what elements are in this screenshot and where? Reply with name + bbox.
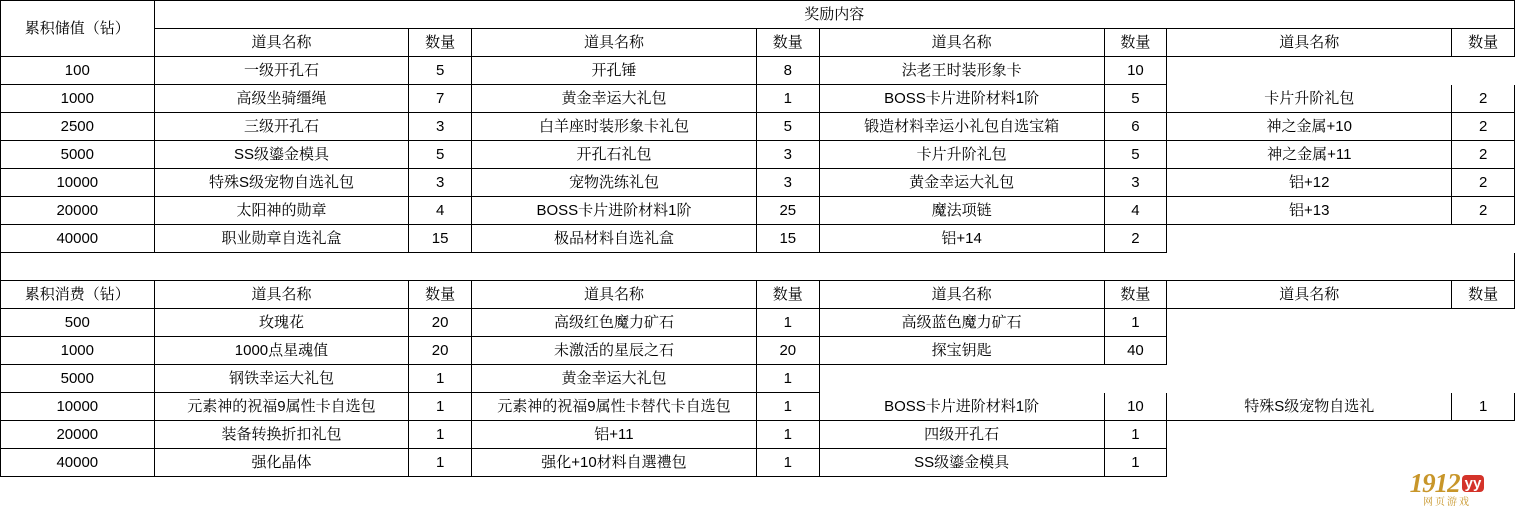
item-qty-cell: 10 (1104, 57, 1167, 85)
item-name-cell: BOSS卡片进阶材料1阶 (819, 85, 1104, 113)
row-threshold: 5000 (1, 141, 155, 169)
item-qty-cell (1452, 225, 1515, 253)
item-name-cell: 魔法项链 (819, 197, 1104, 225)
item-name-cell: 装备转换折扣礼包 (154, 421, 409, 449)
item-qty-cell: 20 (409, 309, 472, 337)
item-name-cell: 未激活的星辰之石 (471, 337, 756, 365)
item-qty-cell: 3 (409, 113, 472, 141)
column-header-1: 数量 (409, 281, 472, 309)
item-qty-cell: 10 (1104, 393, 1167, 421)
item-name-cell (1167, 365, 1452, 393)
row-threshold: 10000 (1, 393, 155, 421)
section-spacer (1, 253, 1515, 281)
column-header-5: 数量 (1104, 281, 1167, 309)
column-header-0: 道具名称 (154, 29, 409, 57)
item-qty-cell: 1 (1104, 449, 1167, 477)
column-header-7: 数量 (1452, 281, 1515, 309)
item-name-cell (1167, 309, 1452, 337)
item-qty-cell: 2 (1452, 197, 1515, 225)
item-qty-cell: 15 (756, 225, 819, 253)
item-name-cell: SS级鎏金模具 (154, 141, 409, 169)
item-name-cell: BOSS卡片进阶材料1阶 (471, 197, 756, 225)
item-qty-cell: 40 (1104, 337, 1167, 365)
item-name-cell (1167, 337, 1452, 365)
column-header-5: 数量 (1104, 29, 1167, 57)
item-qty-cell: 3 (1104, 169, 1167, 197)
item-qty-cell: 15 (409, 225, 472, 253)
banner-title: 奖励内容 (154, 1, 1514, 29)
item-name-cell: 黄金幸运大礼包 (819, 169, 1104, 197)
row-threshold: 20000 (1, 421, 155, 449)
item-qty-cell: 8 (756, 57, 819, 85)
item-qty-cell: 5 (409, 141, 472, 169)
table-row (1, 113, 1515, 141)
row-threshold: 500 (1, 309, 155, 337)
item-qty-cell: 1 (756, 309, 819, 337)
table-body (1, 1, 1515, 477)
item-qty-cell: 20 (756, 337, 819, 365)
column-header-3: 数量 (756, 29, 819, 57)
row-threshold: 40000 (1, 225, 155, 253)
item-name-cell: 铝+11 (471, 421, 756, 449)
table-row (1, 225, 1515, 253)
column-header-row (1, 29, 1515, 57)
item-qty-cell (1452, 337, 1515, 365)
item-name-cell: 锻造材料幸运小礼包自选宝箱 (819, 113, 1104, 141)
item-qty-cell (1452, 365, 1515, 393)
item-qty-cell: 2 (1452, 113, 1515, 141)
table-row (1, 309, 1515, 337)
column-header-2: 道具名称 (471, 281, 756, 309)
item-qty-cell: 2 (1452, 85, 1515, 113)
item-name-cell (819, 365, 1104, 393)
spacer-cell (1, 253, 1515, 281)
item-qty-cell: 1 (756, 421, 819, 449)
column-header-0: 道具名称 (154, 281, 409, 309)
item-name-cell: 铝+14 (819, 225, 1104, 253)
item-qty-cell (1104, 365, 1167, 393)
item-name-cell: 四级开孔石 (819, 421, 1104, 449)
item-qty-cell: 1 (756, 365, 819, 393)
table-row (1, 141, 1515, 169)
item-name-cell: 1000点星魂值 (154, 337, 409, 365)
item-qty-cell: 1 (756, 85, 819, 113)
item-qty-cell: 2 (1452, 169, 1515, 197)
item-qty-cell (1452, 57, 1515, 85)
item-name-cell: 黄金幸运大礼包 (471, 365, 756, 393)
table-row (1, 365, 1515, 393)
row-threshold: 20000 (1, 197, 155, 225)
item-qty-cell: 1 (1104, 421, 1167, 449)
column-header-row (1, 281, 1515, 309)
item-qty-cell: 20 (409, 337, 472, 365)
item-name-cell: 强化+10材料自選禮包 (471, 449, 756, 477)
item-name-cell: SS级鎏金模具 (819, 449, 1104, 477)
item-qty-cell (1452, 449, 1515, 477)
column-header-6: 道具名称 (1167, 29, 1452, 57)
item-qty-cell: 1 (1452, 393, 1515, 421)
item-name-cell (1167, 57, 1452, 85)
watermark-subtitle: 网页游戏 (1423, 497, 1471, 508)
item-name-cell: 卡片升阶礼包 (1167, 85, 1452, 113)
item-name-cell: 特殊S级宠物自选礼包 (154, 169, 409, 197)
item-name-cell: 高级坐骑缰绳 (154, 85, 409, 113)
watermark-tag: yy (1462, 475, 1485, 492)
row-threshold: 1000 (1, 337, 155, 365)
item-name-cell: 一级开孔石 (154, 57, 409, 85)
item-name-cell: 三级开孔石 (154, 113, 409, 141)
row-threshold: 10000 (1, 169, 155, 197)
item-name-cell: 铝+13 (1167, 197, 1452, 225)
item-qty-cell: 1 (1104, 309, 1167, 337)
column-header-6: 道具名称 (1167, 281, 1452, 309)
table-row (1, 337, 1515, 365)
table-row (1, 57, 1515, 85)
column-header-4: 道具名称 (819, 281, 1104, 309)
item-name-cell: 特殊S级宠物自选礼 (1167, 393, 1452, 421)
item-qty-cell: 3 (756, 141, 819, 169)
item-qty-cell: 2 (1452, 141, 1515, 169)
item-qty-cell: 3 (409, 169, 472, 197)
table-row (1, 85, 1515, 113)
item-name-cell: BOSS卡片进阶材料1阶 (819, 393, 1104, 421)
column-header-4: 道具名称 (819, 29, 1104, 57)
item-name-cell: 探宝钥匙 (819, 337, 1104, 365)
item-qty-cell: 3 (756, 169, 819, 197)
section-corner-label: 累积储值（钻） (1, 1, 155, 57)
banner-row (1, 1, 1515, 29)
item-name-cell: 神之金属+10 (1167, 113, 1452, 141)
item-name-cell: 白羊座时装形象卡礼包 (471, 113, 756, 141)
item-qty-cell: 1 (409, 365, 472, 393)
row-threshold: 5000 (1, 365, 155, 393)
item-qty-cell: 4 (409, 197, 472, 225)
item-qty-cell: 25 (756, 197, 819, 225)
item-name-cell (1167, 225, 1452, 253)
row-threshold: 1000 (1, 85, 155, 113)
column-header-3: 数量 (756, 281, 819, 309)
item-name-cell: 宠物洗练礼包 (471, 169, 756, 197)
item-qty-cell: 6 (1104, 113, 1167, 141)
table-row (1, 169, 1515, 197)
item-name-cell: 高级蓝色魔力矿石 (819, 309, 1104, 337)
item-qty-cell (1452, 309, 1515, 337)
row-threshold: 100 (1, 57, 155, 85)
item-name-cell: 黄金幸运大礼包 (471, 85, 756, 113)
item-qty-cell: 4 (1104, 197, 1167, 225)
table-row (1, 393, 1515, 421)
item-name-cell: 高级红色魔力矿石 (471, 309, 756, 337)
item-qty-cell: 7 (409, 85, 472, 113)
item-name-cell: 铝+12 (1167, 169, 1452, 197)
item-name-cell: 元素神的祝福9属性卡替代卡自选包 (471, 393, 756, 421)
item-name-cell: 太阳神的勋章 (154, 197, 409, 225)
item-qty-cell (1452, 421, 1515, 449)
column-header-1: 数量 (409, 29, 472, 57)
column-header-2: 道具名称 (471, 29, 756, 57)
table-row (1, 421, 1515, 449)
item-name-cell: 开孔石礼包 (471, 141, 756, 169)
item-qty-cell: 1 (756, 449, 819, 477)
item-qty-cell: 5 (1104, 85, 1167, 113)
item-name-cell: 职业勋章自选礼盒 (154, 225, 409, 253)
watermark-number: 1912 (1409, 468, 1460, 498)
item-name-cell: 法老王时装形象卡 (819, 57, 1104, 85)
item-qty-cell: 1 (409, 449, 472, 477)
item-qty-cell: 5 (1104, 141, 1167, 169)
item-name-cell: 元素神的祝福9属性卡自选包 (154, 393, 409, 421)
item-name-cell: 极品材料自选礼盒 (471, 225, 756, 253)
item-qty-cell: 1 (409, 421, 472, 449)
row-threshold: 40000 (1, 449, 155, 477)
item-qty-cell: 2 (1104, 225, 1167, 253)
item-name-cell (1167, 449, 1452, 477)
item-qty-cell: 5 (409, 57, 472, 85)
item-qty-cell: 5 (756, 113, 819, 141)
item-name-cell (1167, 421, 1452, 449)
item-name-cell: 神之金属+11 (1167, 141, 1452, 169)
row-threshold: 2500 (1, 113, 155, 141)
table-row (1, 197, 1515, 225)
item-qty-cell: 1 (409, 393, 472, 421)
item-name-cell: 开孔锤 (471, 57, 756, 85)
item-name-cell: 玫瑰花 (154, 309, 409, 337)
item-name-cell: 钢铁幸运大礼包 (154, 365, 409, 393)
section-corner-label: 累积消费（钻） (1, 281, 155, 309)
item-name-cell: 强化晶体 (154, 449, 409, 477)
table-row (1, 449, 1515, 477)
item-name-cell: 卡片升阶礼包 (819, 141, 1104, 169)
item-qty-cell: 1 (756, 393, 819, 421)
column-header-7: 数量 (1452, 29, 1515, 57)
